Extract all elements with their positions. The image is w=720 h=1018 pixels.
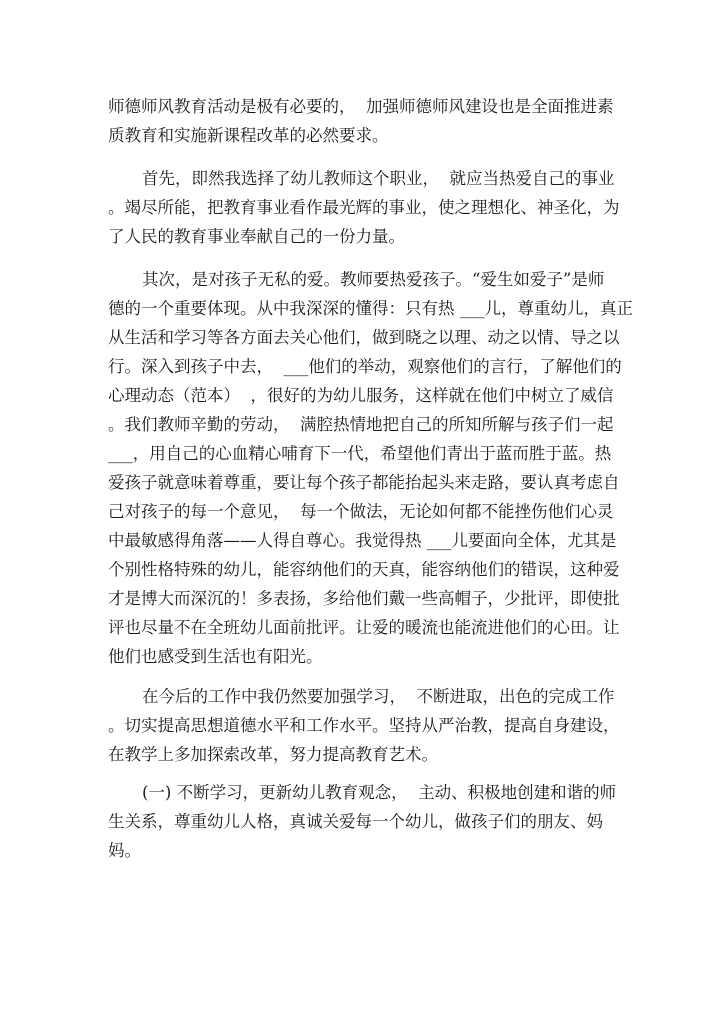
paragraph [108,265,633,671]
text-line: 了人民的教育事业奉献自己的一份力量。 [108,227,405,246]
text-line: 。切实提高思想道德水平和工作水平。坚持从严治教，提高自身建设， [108,716,620,735]
text-line: 他们也感受到生活也有阳光。 [108,647,323,666]
paragraph-spacer [108,671,620,682]
text-line: 才是博大而深沉的！多表扬，多给他们戴一些高帽子，少批评，即使批 [108,589,620,608]
text-line: 。竭尽所能，把教育事业看作最光辉的事业，使之理想化、神圣化，为 [108,198,620,217]
text-line: 。我们教师辛勤的劳动， 满腔热情地把自己的所知所解与孩子们一起 [108,415,614,434]
text-line: 师德师风教育活动是极有必要的， 加强师德师风建设也是全面推进素 [108,97,614,116]
document-body [108,92,633,865]
text-line: 从生活和学习等各方面去关心他们，做到晓之以理、动之以情、导之以 [108,328,620,347]
text-line: 在教学上多加探索改革，努力提高教育艺术。 [108,745,438,764]
paragraph [108,778,620,865]
text-line: 个别性格特殊的幼儿，能容纳他们的天真，能容纳他们的错误，这种爱 [108,560,620,579]
text-line: ___，用自己的心血精心哺育下一代，希望他们青出于蓝而胜于蓝。热 [108,444,612,463]
text-line: 其次，是对孩子无私的爱。教师要热爱孩子。“爱生如爱子”是师 [142,270,605,289]
text-line: 评也尽量不在全班幼儿面前批评。让爱的暖流也能流进他们的心田。让 [108,618,620,637]
paragraph-spacer [108,769,620,778]
text-line: 生关系，尊重幼儿人格，真诚关爱每一个幼儿，做孩子们的朋友、妈 [108,812,603,831]
text-line: 妈。 [108,841,141,860]
paragraph [108,92,620,150]
text-line: (一) 不断学习，更新幼儿教育观念， 主动、积极地创建和谐的师 [142,783,617,802]
text-line: 心理动态（范本） ，很好的为幼儿服务，这样就在他们中树立了威信 [108,386,614,405]
text-line: 在今后的工作中我仍然要加强学习， 不断进取，出色的完成工作 [142,687,615,706]
paragraph-spacer [108,251,620,265]
text-line: 质教育和实施新课程改革的必然要求。 [108,126,389,145]
text-line: 德的一个重要体现。从中我深深的懂得：只有热 ___儿，尊重幼儿，真正 [108,299,633,318]
text-line: 己对孩子的每一个意见， 每一个做法，无论如何都不能挫伤他们心灵 [108,502,614,521]
text-line: 行。深入到孩子中去， ___他们的举动，观察他们的言行，了解他们的 [108,357,622,376]
text-line: 爱孩子就意味着尊重，要让每个孩子都能抬起头来走路，要认真考虑自 [108,473,620,492]
paragraph-spacer [108,150,620,164]
paragraph [108,164,620,251]
text-line: 首先，即然我选择了幼儿教师这个职业， 就应当热爱自己的事业 [142,169,615,188]
text-line: 中最敏感得角落——人得自尊心。我觉得热 ___儿要面向全体，尤其是 [108,531,617,550]
paragraph [108,682,620,769]
